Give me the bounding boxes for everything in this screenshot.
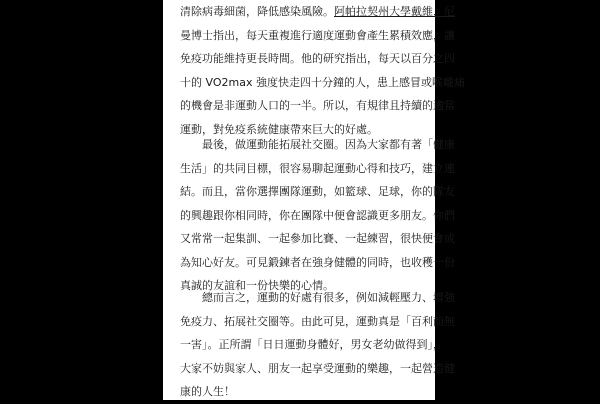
text-line: 曼博士指出，每天重複進行適度運動會產生累積效應，讓 bbox=[180, 28, 455, 42]
underlined-citation[interactable]: 阿帕拉契州大學戴維．尼 bbox=[334, 5, 455, 18]
text-line: 運動，對免疫系統健康帶來巨大的好處。 bbox=[180, 122, 378, 136]
text-line: 清除病毒細菌，降低感染風險。阿帕拉契州大學戴維．尼 bbox=[180, 5, 455, 18]
text-line: 結。而且，當你選擇團隊運動，如籃球、足球，你的隊友 bbox=[180, 185, 455, 198]
text-line: 一害」。正所謂「日日運動身體好，男女老幼做得到」， bbox=[180, 338, 444, 351]
text-line: 的機會是非運動人口的一半。所以，有規律且持續的適當 bbox=[180, 99, 455, 112]
document-page bbox=[163, 0, 465, 400]
text-line: 的興趣跟你相同時，你在團隊中便會認識更多朋友。你們 bbox=[180, 208, 455, 222]
text-line: 生活」的共同目標，很容易聊起運動心得和技巧，建立連 bbox=[180, 161, 455, 175]
text-line: 總而言之，運動的好處有很多，例如減輕壓力、增強 bbox=[202, 291, 455, 304]
paragraph-immunity bbox=[180, 0, 465, 141]
text-line: 大家不妨與家人、朋友一起享受運動的樂趣，一起營造健 bbox=[180, 361, 455, 375]
text-line: 免疫功能維持更長時間。他的研究指出，每天以百分之四 bbox=[180, 52, 455, 65]
text-line: 十的 VO2max 強度快走四十分鐘的人，患上感冒或喉嚨痛 bbox=[180, 75, 465, 89]
text-line: 免疫力、拓展社交圈等。由此可見，運動真是「百利而無 bbox=[180, 314, 455, 328]
text-line: 為知心好友。可見鍛鍊者在強身健體的同時，也收穫一份 bbox=[180, 255, 455, 269]
text-line: 又常常一起集訓、一起參加比賽、一起練習，很快便會成 bbox=[180, 232, 455, 245]
text-line: 康的人生！ bbox=[180, 385, 235, 398]
text-line: 最後，做運動能拓展社交圈。因為大家都有著「健康 bbox=[202, 138, 455, 151]
paragraph-conclusion bbox=[180, 286, 455, 404]
text-line: 真誠的友誼和一份快樂的心情。 bbox=[180, 279, 334, 292]
